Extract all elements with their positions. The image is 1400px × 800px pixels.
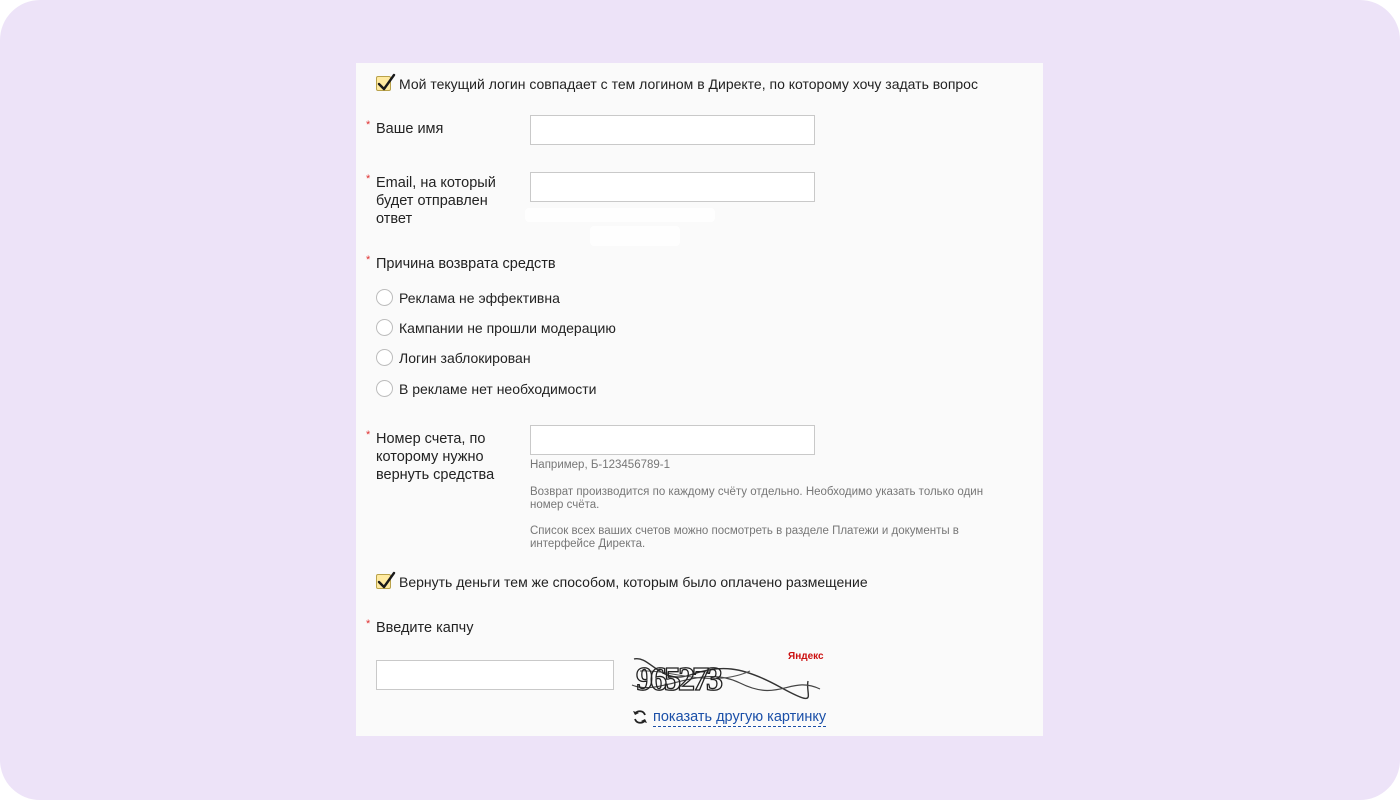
account-label-line: Номер счета, по <box>376 431 486 447</box>
account-note-refund <box>530 486 983 512</box>
email-label <box>376 174 496 228</box>
reason-option-label: В рекламе нет необходимости <box>399 381 597 397</box>
same-method-label: Вернуть деньги тем же способом, которым было оплачено размещение <box>399 574 868 590</box>
account-example-hint: Например, Б-123456789-1 <box>530 459 670 471</box>
account-note-list <box>530 525 959 551</box>
reason-option-label: Логин заблокирован <box>399 350 531 366</box>
refresh-icon[interactable] <box>632 709 648 725</box>
account-note-line: Возврат производится по каждому счёту отдельно. Необходимо указать только один <box>530 486 984 498</box>
account-number-input[interactable] <box>530 425 815 455</box>
reason-option-label: Реклама не эффективна <box>399 290 560 306</box>
reason-radio-ineffective[interactable] <box>376 289 393 306</box>
name-input[interactable] <box>530 115 815 145</box>
email-label-line: Email, на который <box>376 175 496 191</box>
reason-radio-moderation[interactable] <box>376 319 393 336</box>
reason-radio-not-needed[interactable] <box>376 380 393 397</box>
account-note-line: номер счёта. <box>530 499 600 511</box>
captcha-text: 965273 <box>636 661 720 698</box>
redaction-smudge <box>590 226 680 246</box>
checkmark-icon <box>376 73 396 93</box>
checkmark-icon <box>376 571 396 591</box>
redaction-smudge <box>525 208 715 222</box>
email-label-line: будет отправлен <box>376 193 488 209</box>
account-label <box>376 430 494 484</box>
same-method-checkbox[interactable] <box>376 574 391 589</box>
account-note-line: интерфейсе Директа. <box>530 538 646 550</box>
reason-option-label: Кампании не прошли модерацию <box>399 320 616 336</box>
required-mark: * <box>366 119 371 131</box>
same-login-checkbox[interactable] <box>376 76 391 91</box>
refresh-captcha-link[interactable]: показать другую картинку <box>653 709 827 725</box>
required-mark: * <box>366 254 371 266</box>
required-mark: * <box>366 618 371 630</box>
required-mark: * <box>366 173 371 185</box>
account-label-line: которому нужно <box>376 449 484 465</box>
captcha-label: Введите капчу <box>376 620 474 636</box>
yandex-logo: Яндекс <box>788 651 824 662</box>
same-login-label: Мой текущий логин совпадает с тем логином в Директе, по которому хочу задать вопрос <box>399 76 978 92</box>
reason-radio-blocked[interactable] <box>376 349 393 366</box>
email-input[interactable] <box>530 172 815 202</box>
reason-label: Причина возврата средств <box>376 256 556 272</box>
email-label-line: ответ <box>376 211 413 227</box>
captcha-input[interactable] <box>376 660 614 690</box>
name-label: Ваше имя <box>376 121 444 137</box>
account-label-line: вернуть средства <box>376 467 495 483</box>
captcha-image <box>630 645 825 701</box>
required-mark: * <box>366 429 371 441</box>
account-note-line: Список всех ваших счетов можно посмотреть в разделе Платежи и документы в <box>530 525 959 537</box>
